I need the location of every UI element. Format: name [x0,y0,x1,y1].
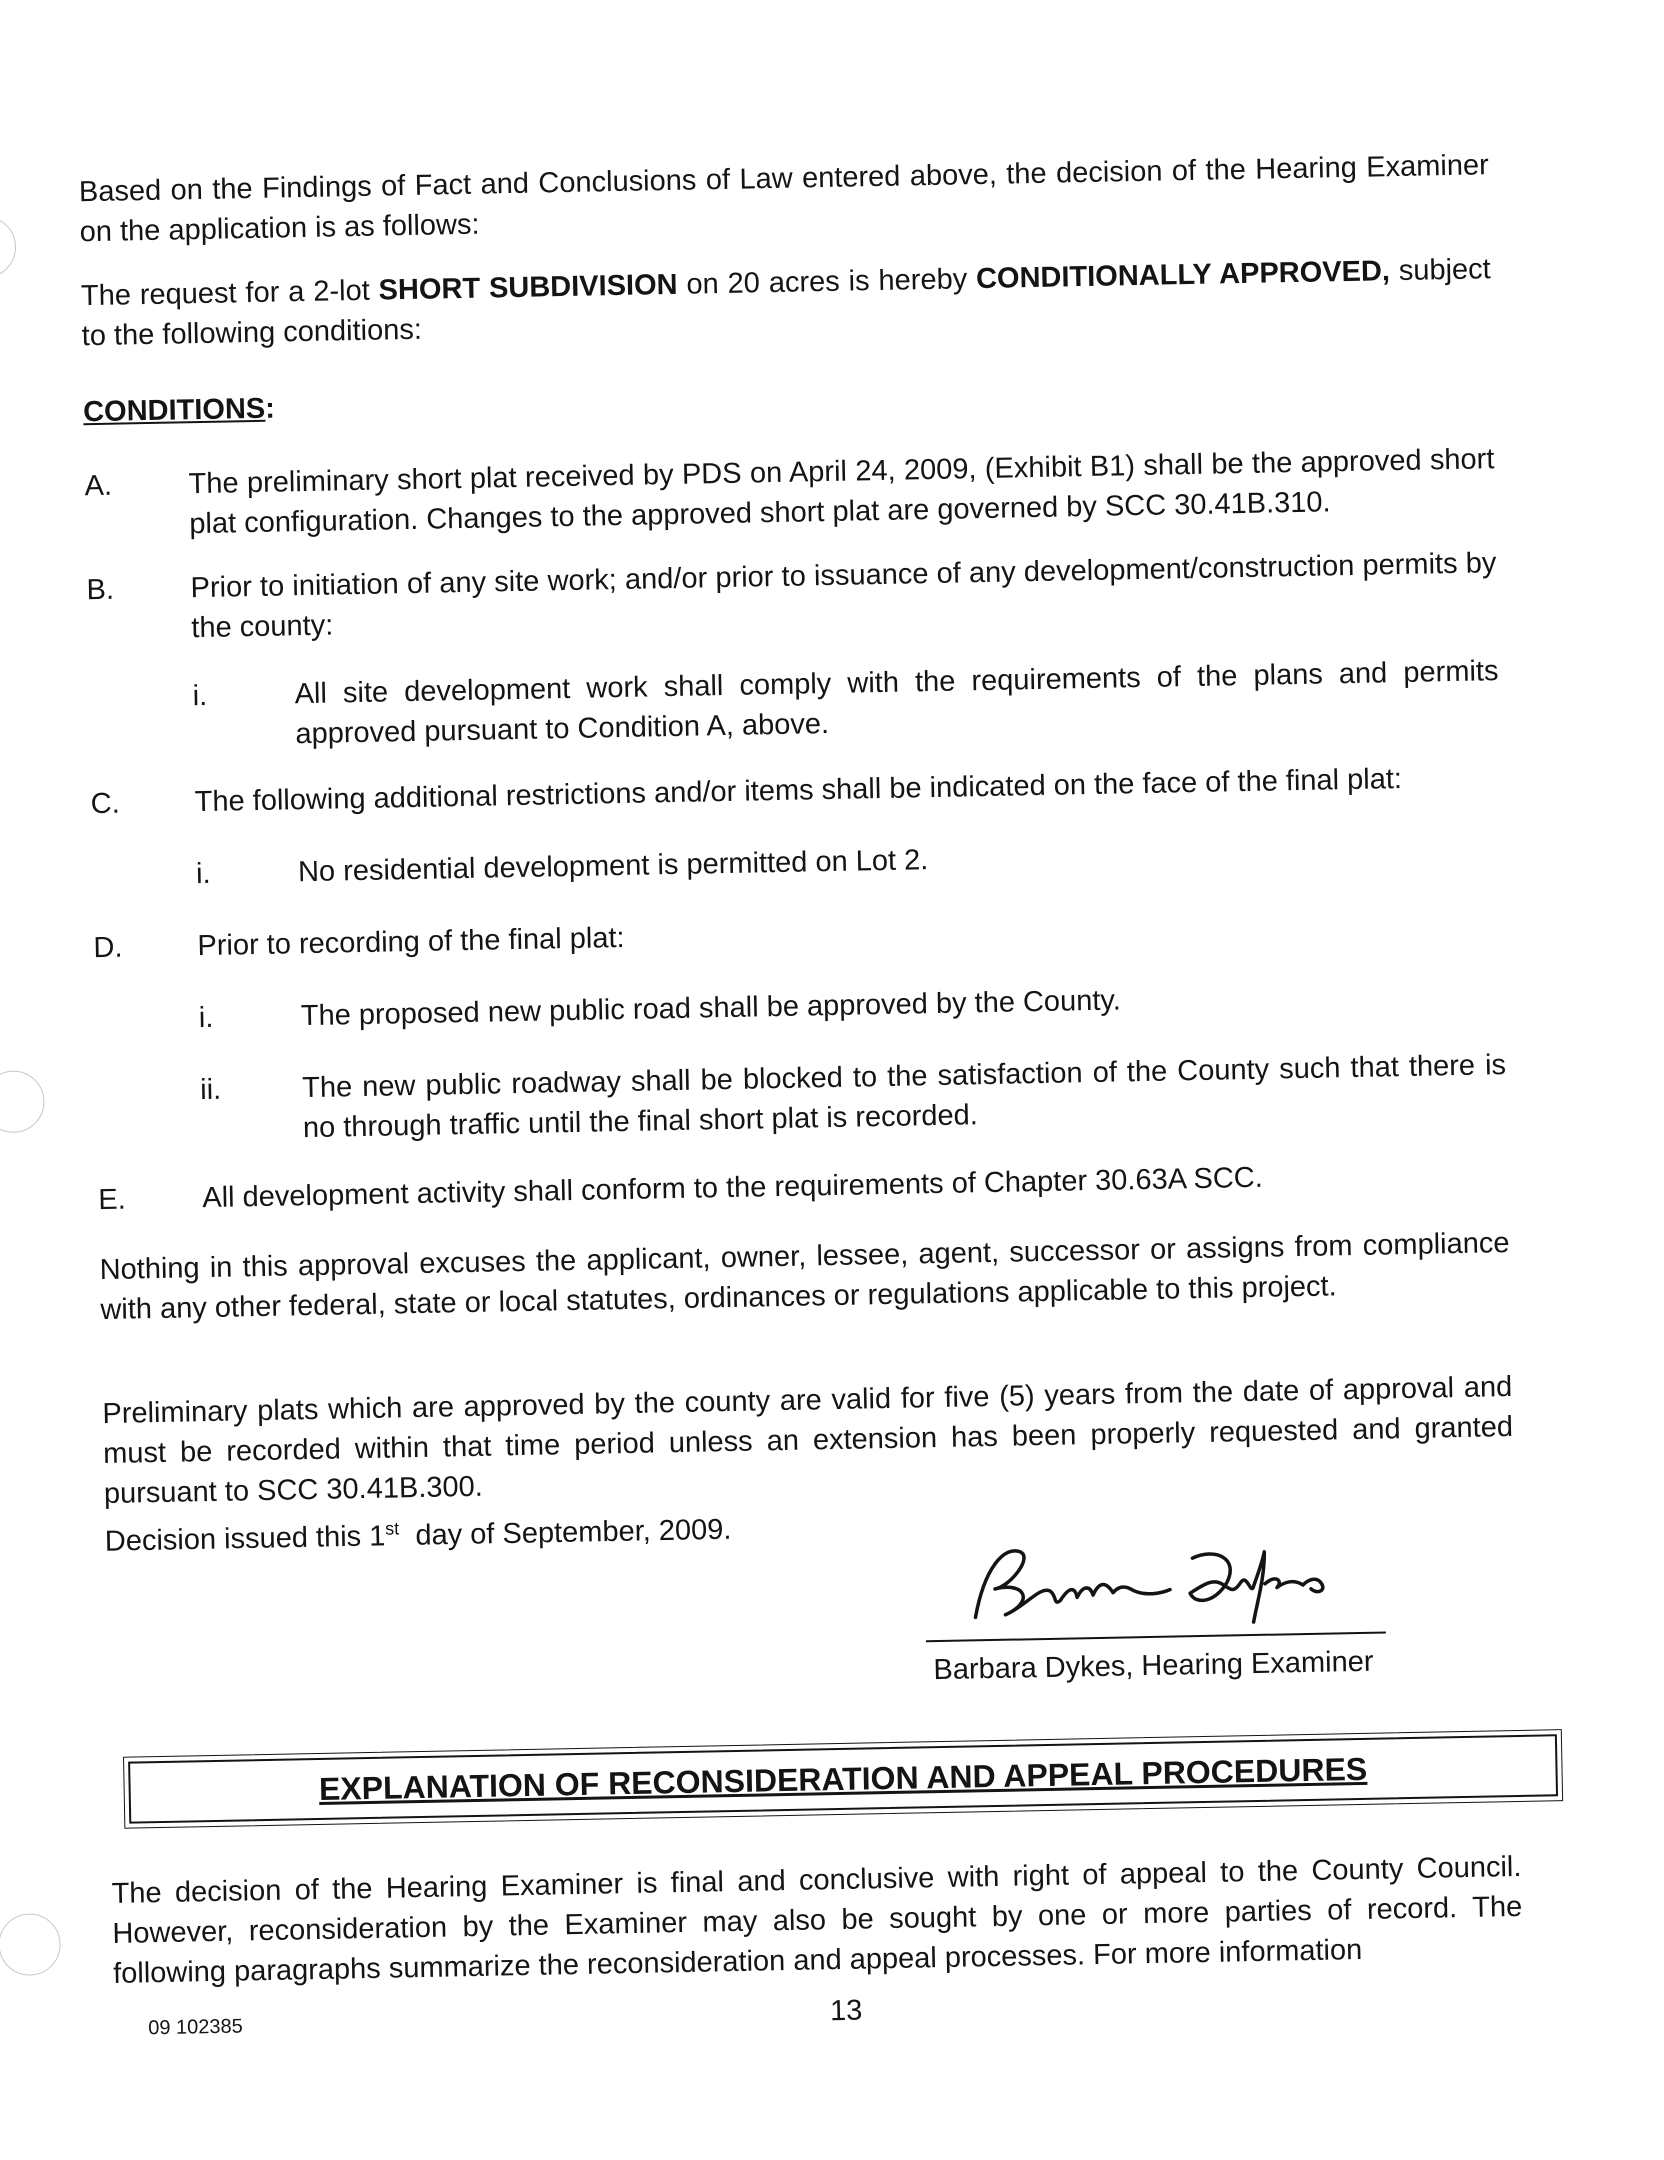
conditions-heading-text: CONDITIONS [82,392,266,429]
appeal-heading: EXPLANATION OF RECONSIDERATION AND APPEAL PROCEDURES [318,1750,1368,1807]
intro-text: Based on the Findings of Fact and Conclusions of Law entered above, the decision of the Hearing Examiner on the application is as follows: [78,149,1490,249]
condition-e [98,1153,1509,1220]
decision-superscript: st [384,1518,400,1539]
signature-name: Barbara Dykes, Hearing Examiner [933,1645,1374,1687]
condition-c-sub-i [196,829,1503,894]
appeal-heading-box [128,1734,1558,1823]
request-paragraph [81,249,1492,356]
footer-code: 09 102385 [148,2015,243,2040]
conditions-heading-colon: : [264,392,276,425]
preliminary-text: Preliminary plats which are approved by the county are valid for five (5) years from the date of approval and must be recorded within that time period unless an extension has been properly requested and granted pursuant to SCC 30.41B.300. [102,1371,1514,1511]
condition-a-text: The preliminary short plat received by PDS on April 24, 2009, (Exhibit B1) shall be the approved short plat configuration. Changes to the approved short plat are governed by SCC 30.41B.310. [188,443,1495,541]
page-number: 13 [829,1994,863,2028]
condition-d-sub-ii-text: The new public roadway shall be blocked to the satisfaction of the County such that there is no through traffic until the final short plat is recorded. [301,1049,1507,1145]
appeal-paragraph [111,1847,1523,1994]
punch-hole-middle [0,1070,45,1133]
condition-b-text: Prior to initiation of any site work; and/or prior to issuance of any development/construction permits by the county: [190,547,1497,645]
decision-text-after: day of September, 2009. [399,1513,732,1553]
condition-d-sub-ii-marker: ii. [199,1073,222,1107]
condition-d-sub-ii [200,1045,1507,1150]
condition-d-sub-i [198,973,1505,1038]
nothing-text: Nothing in this approval excuses the applicant, owner, lessee, agent, successor or assigns from compliance with any other federal, state or local statutes, ordinances or regulations applicable to this project. [99,1227,1510,1327]
appeal-text: The decision of the Hearing Examiner is final and conclusive with right of appeal to the County Council. However, reconsideration by the Examiner may also be sought by one or more parties of record. The following paragraphs summarize the reconsideration and appeal processes. For more information [111,1850,1523,1990]
intro-paragraph [79,145,1490,252]
condition-c-sub-i-text: No residential development is permitted on Lot 2. [297,844,929,889]
condition-c [90,757,1501,824]
signature-image [964,1520,1346,1637]
condition-d-sub-i-text: The proposed new public road shall be approved by the County. [300,984,1122,1033]
condition-b-sub-i [192,651,1499,756]
request-text-1: The request for a 2-lot [80,274,379,313]
request-text-3: subject to the following conditions: [81,253,1492,353]
conditionally-approved-bold: CONDITIONALLY APPROVED, [975,255,1391,296]
condition-e-marker: E. [98,1183,127,1217]
nothing-paragraph [99,1223,1510,1330]
condition-a-marker: A. [84,469,113,503]
decision-text-before: Decision issued this 1 [104,1520,386,1558]
condition-b-sub-i-text: All site development work shall comply with the requirements of the plans and permits approved pursuant to Condition A, above. [294,655,1499,751]
condition-b-marker: B. [86,573,115,607]
request-text-2: on 20 acres is hereby [677,263,977,301]
condition-d-sub-i-marker: i. [198,1001,214,1035]
punch-hole-top [0,216,17,279]
condition-e-text: All development activity shall conform to the requirements of Chapter 30.63A SCC. [201,1161,1264,1215]
condition-a [84,439,1495,546]
condition-d-marker: D. [93,931,123,965]
punch-hole-bottom [0,1913,61,1976]
condition-d-text: Prior to recording of the final plat: [197,921,625,963]
condition-c-marker: C. [90,787,121,821]
conditions-heading [83,393,275,430]
condition-c-text: The following additional restrictions and/or items shall be indicated on the face of the final plat: [194,763,1403,819]
condition-b [86,543,1497,650]
short-subdivision-bold: SHORT SUBDIVISION [378,268,678,307]
condition-c-sub-i-marker: i. [195,857,211,891]
condition-d [93,901,1504,968]
condition-b-sub-i-marker: i. [192,679,208,713]
